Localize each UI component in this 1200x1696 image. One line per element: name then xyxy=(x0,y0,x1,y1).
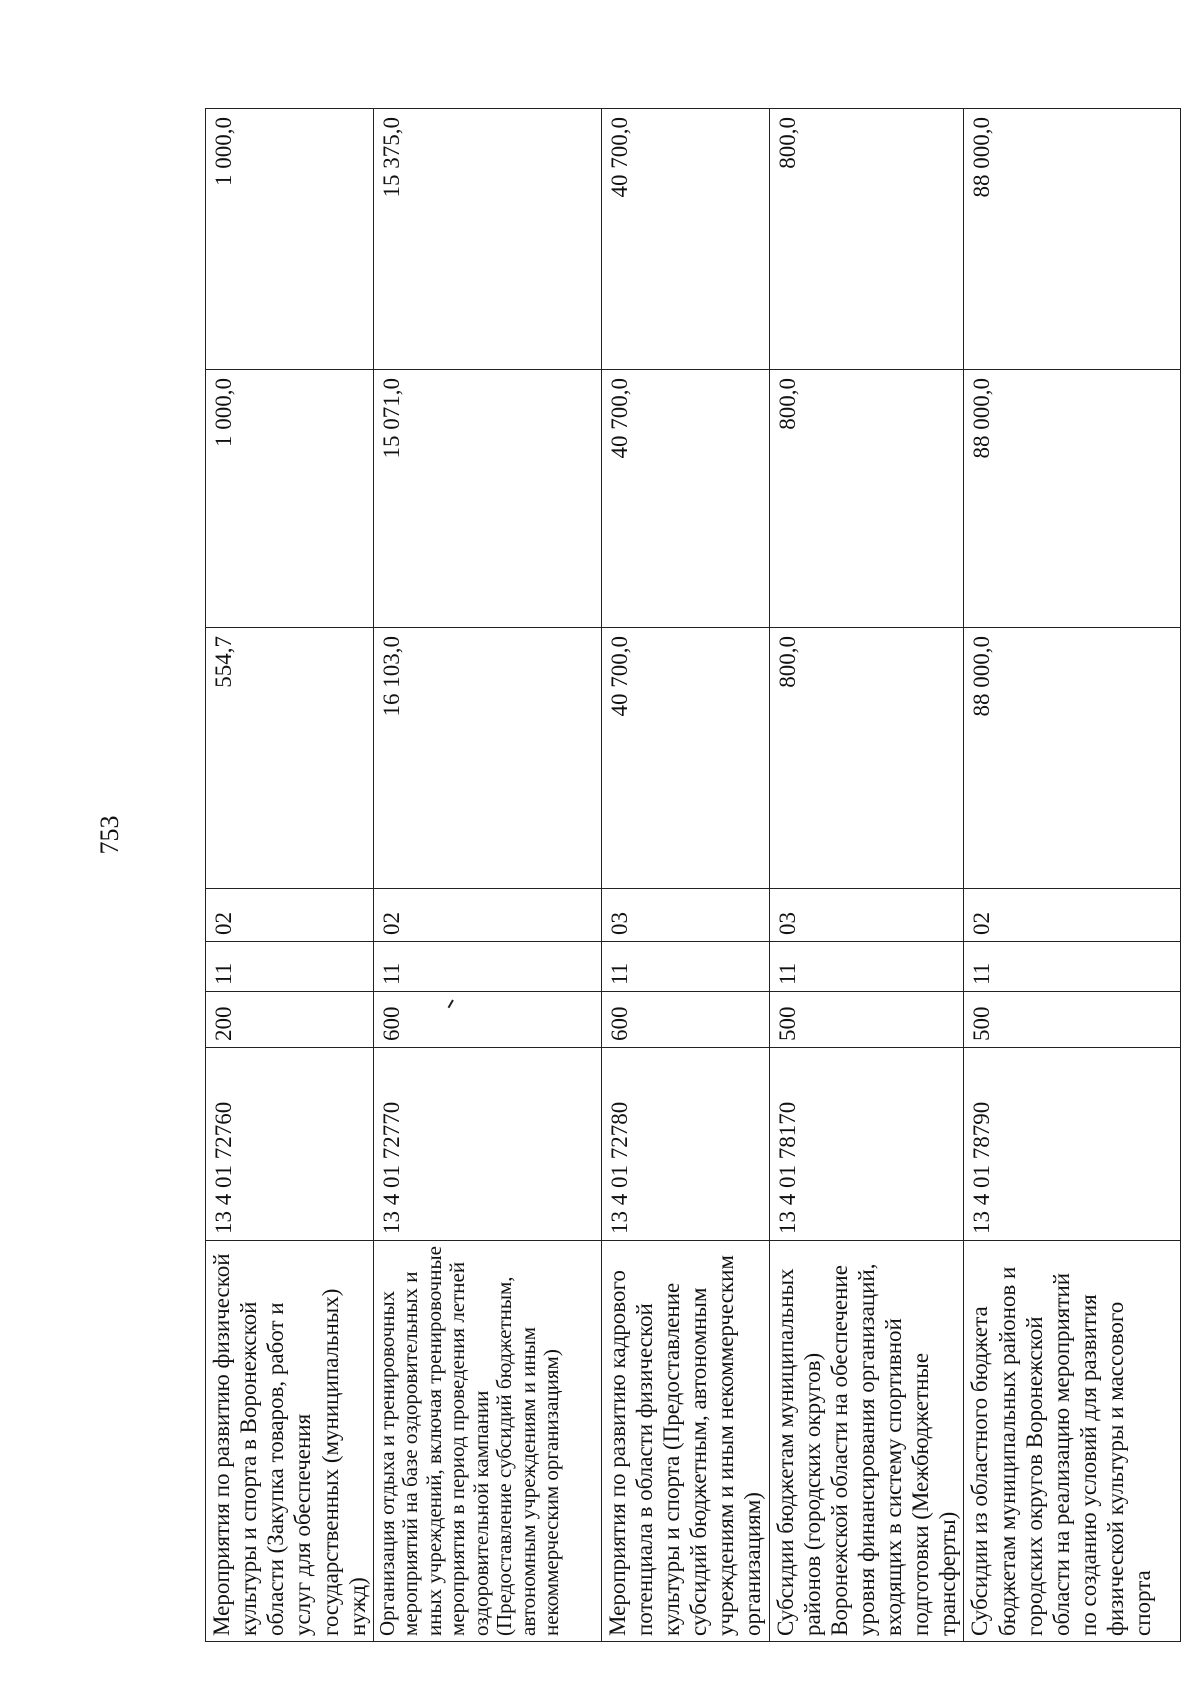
subsection-code: 03 xyxy=(769,889,964,942)
section-code: 11 xyxy=(769,942,964,992)
target-article-code: 13 4 01 78790 xyxy=(964,1048,1181,1241)
row-description: Мероприятия по развитию физической культуры и спорта в Воронежской области (Закупка товаров, работ и услуг для обеспечения государственных (муниципальных) нужд) xyxy=(206,1241,374,1642)
amount-year-3: 1 000,0 xyxy=(206,109,374,370)
budget-table xyxy=(205,108,1181,1642)
row-description: Мероприятия по развитию кадрового потенциала в области физической культуры и спорта (Предоставление субсидий бюджетным, автономным учреждениям и иным некоммерческим организациям) xyxy=(601,1241,769,1642)
amount-year-1: 554,7 xyxy=(206,628,374,889)
row-description: Субсидии из областного бюджета бюджетам муниципальных районов и городских округов Воронежской области на реализацию мероприятий по созданию условий для развития физической культуры и массового спорта xyxy=(964,1241,1181,1642)
expense-type-code: 200 xyxy=(206,992,374,1048)
budget-table-container xyxy=(205,109,1156,1642)
page-number: 753 xyxy=(95,815,124,855)
amount-year-1: 16 103,0 xyxy=(373,628,601,889)
amount-year-2: 1 000,0 xyxy=(206,370,374,628)
subsection-code: 03 xyxy=(601,889,769,942)
section-code: 11 xyxy=(373,942,601,992)
amount-year-2: 15 071,0 xyxy=(373,370,601,628)
expense-type-code: 600 xyxy=(373,992,601,1048)
table-row xyxy=(373,109,601,1642)
expense-type-code: 600 xyxy=(601,992,769,1048)
amount-year-2: 800,0 xyxy=(769,370,964,628)
amount-year-3: 800,0 xyxy=(769,109,964,370)
expense-type-code: 500 xyxy=(769,992,964,1048)
section-code: 11 xyxy=(601,942,769,992)
subsection-code: 02 xyxy=(206,889,374,942)
table-row xyxy=(769,109,964,1642)
amount-year-1: 800,0 xyxy=(769,628,964,889)
table-row xyxy=(206,109,374,1642)
section-code: 11 xyxy=(206,942,374,992)
amount-year-2: 40 700,0 xyxy=(601,370,769,628)
target-article-code: 13 4 01 72780 xyxy=(601,1048,769,1241)
section-code: 11 xyxy=(964,942,1181,992)
row-description: Организация отдыха и тренировочных мероприятий на базе оздоровительных и иных учреждений, включая тренировочные мероприятия в период проведения летней оздоровительной кампании (Предоставление субсидий бюджетным, автономным учреждениям и иным некоммерческим организациям) xyxy=(373,1241,601,1642)
table-row xyxy=(964,109,1181,1642)
amount-year-3: 40 700,0 xyxy=(601,109,769,370)
expense-type-code: 500 xyxy=(964,992,1181,1048)
subsection-code: 02 xyxy=(373,889,601,942)
subsection-code: 02 xyxy=(964,889,1181,942)
amount-year-1: 88 000,0 xyxy=(964,628,1181,889)
target-article-code: 13 4 01 78170 xyxy=(769,1048,964,1241)
row-description: Субсидии бюджетам муниципальных районов (городских округов) Воронежской области на обеспечение уровня финансирования организаций, входящих в систему спортивной подготовки (Межбюджетные трансферты) xyxy=(769,1241,964,1642)
amount-year-3: 88 000,0 xyxy=(964,109,1181,370)
target-article-code: 13 4 01 72770 xyxy=(373,1048,601,1241)
amount-year-1: 40 700,0 xyxy=(601,628,769,889)
table-row xyxy=(601,109,769,1642)
target-article-code: 13 4 01 72760 xyxy=(206,1048,374,1241)
amount-year-2: 88 000,0 xyxy=(964,370,1181,628)
amount-year-3: 15 375,0 xyxy=(373,109,601,370)
